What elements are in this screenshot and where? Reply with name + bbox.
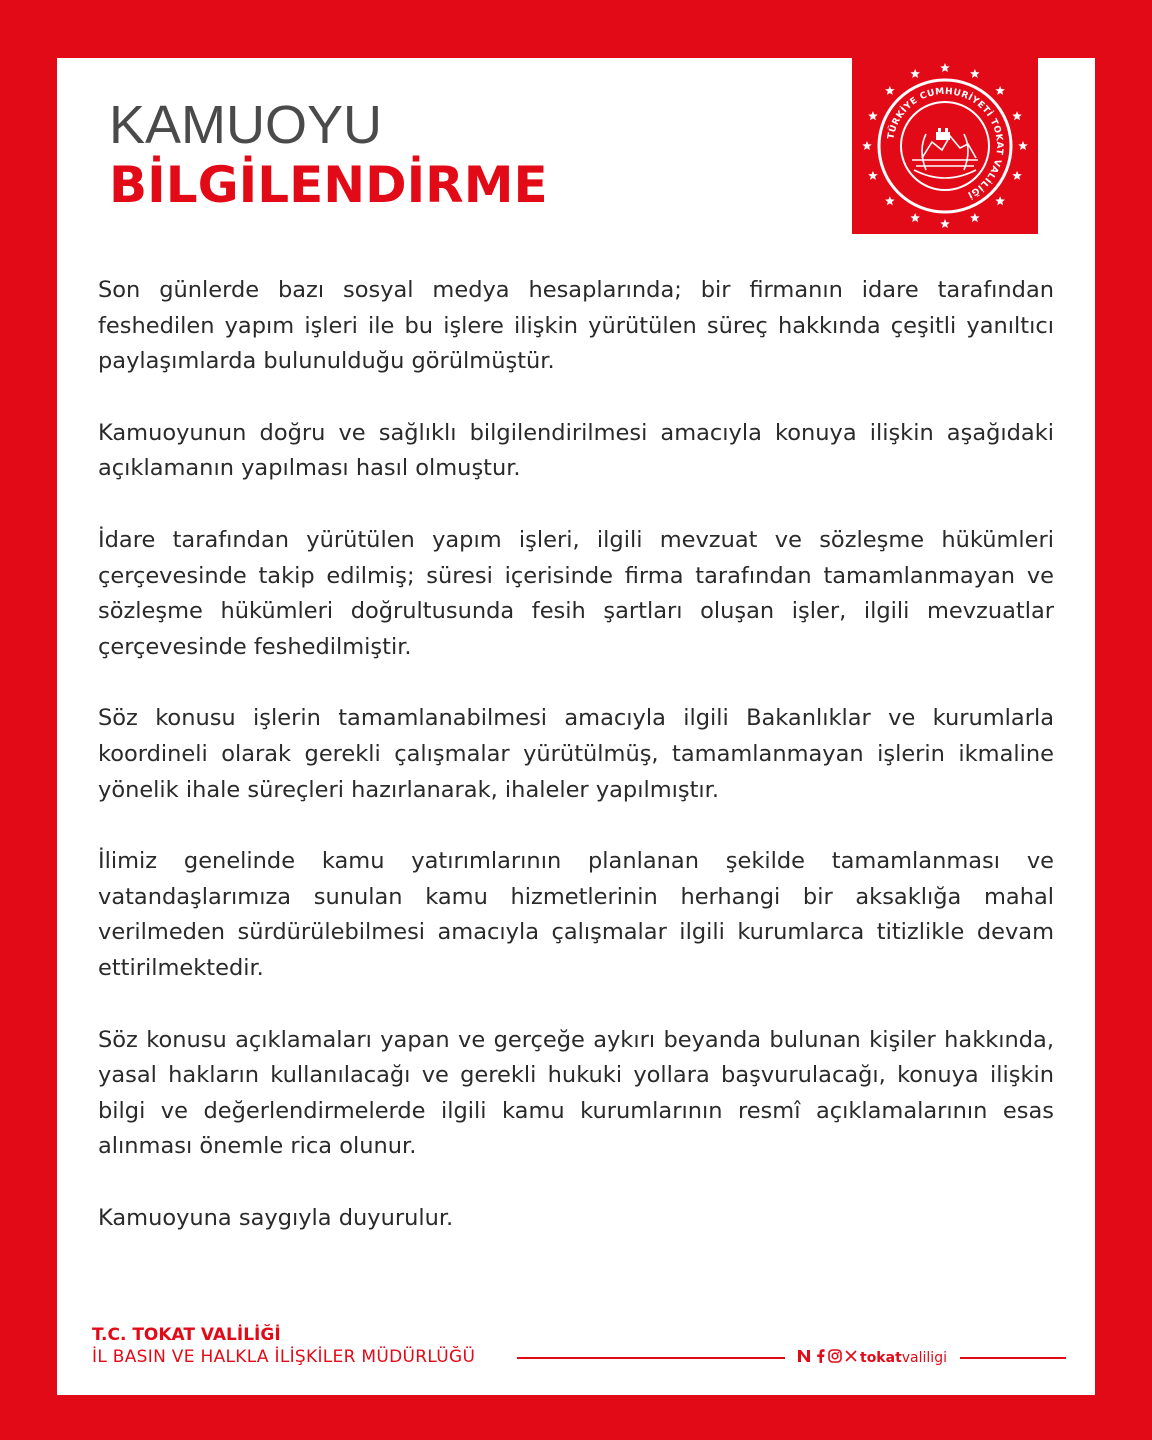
seal-star-icon	[885, 196, 895, 205]
social-handle[interactable]	[860, 1350, 947, 1366]
footer-divider-left	[517, 1357, 785, 1359]
department-name: İL BASIN VE HALKLA İLİŞKİLER MÜDÜRLÜĞÜ	[92, 1347, 476, 1367]
seal-star-icon	[862, 141, 872, 150]
seal-star-icon	[940, 219, 950, 228]
seal-emblem-icon	[852, 58, 1038, 234]
paragraph-2: Kamuoyunun doğru ve sağlıklı bilgilendirilmesi amacıyla konuya ilişkin aşağıdaki açıklamanın yapılması hasıl olmuştur.	[98, 419, 1054, 482]
governorship-seal	[852, 58, 1038, 234]
paragraph-6: Söz konusu açıklamaları yapan ve gerçeğe aykırı beyanda bulunan kişiler hakkında, yasal hakların kullanılacağı ve gerekli hukuki yollara başvurulacağı, konuya ilişkin bilgi ve değerlendirmelerde ilgili kamu kurumlarının resmî açıklamalarının esas alınması önemle rica olunur.	[98, 1026, 1054, 1160]
instagram-icon[interactable]	[828, 1349, 842, 1367]
seal-star-icon	[995, 86, 1005, 95]
closing-line: Kamuoyuna saygıyla duyurulur.	[98, 1204, 454, 1231]
seal-star-icon	[885, 86, 895, 95]
heading-line-2: BİLGİLENDİRME	[109, 156, 548, 214]
nsosyal-icon[interactable]	[797, 1349, 813, 1367]
seal-star-icon	[1012, 111, 1022, 120]
seal-star-icon	[910, 69, 920, 78]
paragraph-5: İlimiz genelinde kamu yatırımlarının planlanan şekilde tamamlanması ve vatandaşlarımıza sunulan kamu hizmetlerinin herhangi bir aksaklığa mahal verilmeden sürdürülebilmesi amacıyla çalışmalar ilgili kurumlarca titizlikle devam ettirilmektedir.	[98, 848, 1054, 981]
seal-star-icon	[910, 213, 920, 222]
facebook-icon[interactable]	[816, 1349, 825, 1367]
social-media-bar	[797, 1347, 947, 1369]
seal-star-icon	[970, 69, 980, 78]
seal-star-icon	[995, 196, 1005, 205]
footer-divider-right	[960, 1357, 1066, 1359]
heading-line-1: KAMUOYU	[109, 95, 383, 155]
handle-rest: valiligi	[901, 1350, 947, 1366]
seal-star-icon	[868, 111, 878, 120]
seal-star-icon	[1012, 171, 1022, 180]
handle-bold: tokat	[860, 1350, 902, 1366]
seal-star-icon	[940, 63, 950, 72]
paragraph-4: Söz konusu işlerin tamamlanabilmesi amacıyla ilgili Bakanlıklar ve kurumlarla koordineli olarak gerekli çalışmalar yürütülmüş, tamamlanmayan işlerin ikmaline yönelik ihale süreçleri hazırlanarak, ihaleler yapılmıştır.	[98, 705, 1054, 803]
seal-star-icon	[868, 171, 878, 180]
organization-name: T.C. TOKAT VALİLİĞİ	[92, 1325, 281, 1345]
x-icon[interactable]	[845, 1350, 857, 1366]
seal-star-icon	[970, 213, 980, 222]
announcement-body	[98, 273, 1054, 1236]
paragraph-1: Son günlerde bazı sosyal medya hesaplarında; bir firmanın idare tarafından feshedilen yapım işleri ile bu işlere ilişkin yürütülen süreç hakkında çeşitli yanıltıcı paylaşımlarda bulunulduğu görülmüştür.	[98, 277, 1054, 375]
footer-signature	[92, 1324, 475, 1368]
paragraph-3: İdare tarafından yürütülen yapım işleri, ilgili mevzuat ve sözleşme hükümleri çerçevesinde takip edilmiş; süresi içerisinde firma tarafından tamamlanmayan ve sözleşme hükümleri doğrultusunda fesih şartları oluşan işler, ilgili mevzuatlar çerçevesinde feshedilmiştir.	[98, 526, 1054, 660]
seal-star-icon	[1018, 141, 1028, 150]
seal-ring-text: TÜRKİYE CUMHURİYETİ TOKAT VALİLİĞİ	[886, 86, 1005, 200]
page-heading	[109, 96, 548, 216]
announcement-card	[57, 58, 1095, 1395]
